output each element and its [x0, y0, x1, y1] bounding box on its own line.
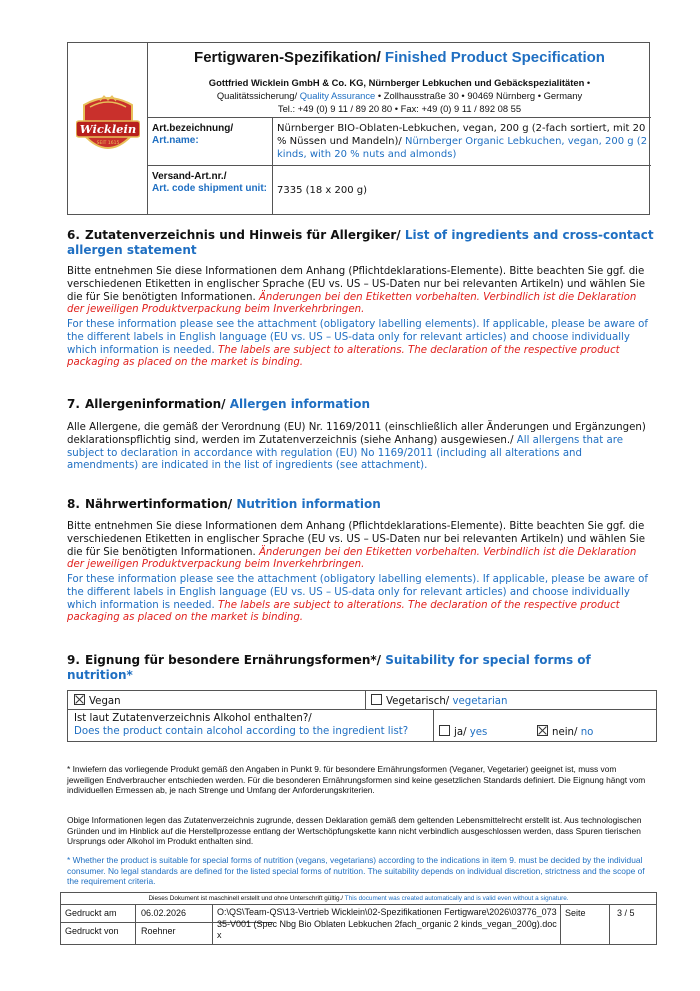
alcohol-yes-checkbox[interactable]: [439, 725, 450, 736]
wicklein-logo: [76, 91, 140, 167]
section-7-text: Alle Allergene, die gemäß der Verordnung (EU) Nr. 1169/2011 (einschließlich aller Änderungen und Ergänzungen) deklarationspflichtig sind, werden im Zutatenverzeichnis (siehe Anhang) ausgewiesen./ All allergens that are subject to declaration in accordance with regulation (EU) No 1169/2011 (including all alterations and amendments) are indicated in the list of ingredients (see attachment).: [67, 422, 646, 472]
section-6-text-en: For these information please see the attachment (obligatory labelling elements). If applicable, please be aware of the different labels in English language (EU vs. US – US-data only for relevant articles) and choose individually which information is needed. The labels are subject to alterations. The declaration of the respective product packaging as placed on the market is binding.: [67, 319, 649, 369]
svg-text:Wicklein: Wicklein: [79, 122, 137, 136]
footnote-de: * Inwiefern das vorliegende Produkt gemäß den Angaben in Punkt 9. für besondere Ernährungsformen (Veganer, Vegetarier) geeignet ist, muss vom jeweiligen Endverbraucher entschieden werden. Für die besonderen Ernährungsformen sind keine gesetzlichen Standards definiert. Die Eignung hängt vom individuellen Ermessen ab, je nach Strenge und Umfang der Anforderungskriterien.: [67, 764, 646, 795]
section-8-heading: 8. Nährwertinformation/ Nutrition information: [67, 497, 381, 511]
page-number: 3 / 5: [617, 908, 635, 918]
printed-by-label: Gedruckt von: [65, 926, 119, 936]
footnote-disclaimer: Obige Informationen legen das Zutatenverzeichnis zugrunde, dessen Deklaration gemäß dem geltenden Lebensmittelrecht erstellt ist. Aus technologischen Gründen und im Hinblick auf die Herstellprozesse entlang der Wertschöpfungskette kann nicht verbindlich ausgeschlossen werden, dass Spuren tierischen Ursprungs oder Alkohol im Produkt enthalten sind.: [67, 815, 642, 846]
section-6-heading: 6. Zutatenverzeichnis und Hinweis für Allergiker/ List of ingredients and cross-contact allergen statement: [67, 228, 654, 257]
alcohol-no-option[interactable]: nein/ no: [537, 725, 593, 738]
section-8-text-de: Bitte entnehmen Sie diese Informationen dem Anhang (Pflichtdeklarations-Elemente). Bitte beachten Sie ggf. die verschiedenen Etiketten in englischer Sprache (EU vs. US – US-Daten nur bei relevanten Artikeln) und wählen Sie die für Sie benötigten Informationen. Änderungen bei den Etiketten vorbehalten. Verbindlich ist die Deklaration der jeweiligen Produktverpackung beim Inverkehrbringen.: [67, 521, 645, 571]
section-9-heading: 9. Eignung für besondere Ernährungsformen*/ Suitability for special forms of nutrition*: [67, 653, 591, 682]
file-path: O:\QS\Team-QS\13-Vertrieb Wicklein\02-Spezifikationen Fertigware\2026\03776_07335-V001 (Spec Nbg Bio Oblaten Lebkuchen 2fach_organic 2 kinds_vegan_200g).docx: [217, 907, 557, 940]
printed-on-date: 06.02.2026: [141, 908, 187, 918]
auto-document-note: Dieses Dokument ist maschinell erstellt und ohne Unterschrift gültig./ This document was created automatically and is valid even without a signature.: [61, 893, 656, 905]
print-info-table: [60, 892, 657, 945]
printed-by-name: Roehner: [141, 926, 176, 936]
shipment-code-label: Versand-Art.nr./ Art. code shipment unit:: [152, 171, 267, 194]
vegetarian-checkbox[interactable]: [371, 694, 382, 705]
footnote-en: * Whether the product is suitable for special forms of nutrition (vegans, vegetarians) according to the indications in item 9. must be decided by the individual consumer. No legal standards are defined for the listed special forms of nutrition. The suitability depends on individual discretion, strictness and the scope of the requirement criteria.: [67, 855, 645, 886]
section-8-text-en: For these information please see the attachment (obligatory labelling elements). If applicable, please be aware of the different labels in English language (EU vs. US – US-data only for relevant articles) and choose individually which information is needed. The labels are subject to alterations. The declaration of the respective product packaging as placed on the market is binding.: [67, 574, 649, 624]
art-name-label: Art.bezeichnung/ Art.name:: [152, 123, 234, 146]
alcohol-no-checkbox[interactable]: [537, 725, 548, 736]
printed-on-label: Gedruckt am: [65, 908, 117, 918]
section-6-text-de: Bitte entnehmen Sie diese Informationen dem Anhang (Pflichtdeklarations-Elemente). Bitte beachten Sie ggf. die verschiedenen Etiketten in englischer Sprache (EU vs. US – US-Daten nur bei relevanten Artikeln) und wählen Sie die für Sie benötigten Informationen. Änderungen bei den Etiketten vorbehalten. Verbindlich ist die Deklaration der jeweiligen Produktverpackung beim Inverkehrbringen.: [67, 266, 645, 316]
document-title: Fertigwaren-Spezifikation/ Finished Product Specification: [194, 49, 605, 66]
vegan-checkbox[interactable]: [74, 694, 85, 705]
vegetarian-option[interactable]: Vegetarisch/ vegetarian: [371, 694, 507, 707]
art-name-value: Nürnberger BIO-Oblaten-Lebkuchen, vegan, 200 g (2-fach sortiert, mit 20 % Nüssen und Mandeln)/ Nürnberger Organic Lebkuchen, vegan, 200 g (2 kinds, with 20 % nuts and almonds): [277, 123, 648, 160]
svg-text:SEIT 1615: SEIT 1615: [96, 141, 120, 146]
vegan-option[interactable]: Vegan: [74, 694, 121, 707]
nutrition-suitability-table: [67, 690, 657, 742]
shipment-code-value: 7335 (18 x 200 g): [277, 185, 368, 196]
alcohol-question: Ist laut Zutatenverzeichnis Alkohol enthalten?/ Does the product contain alcohol according to the ingredient list?: [74, 713, 409, 737]
company-info: Gottfried Wicklein GmbH & Co. KG, Nürnberger Lebkuchen und Gebäckspezialitäten • Qualitätssicherung/ Quality Assurance • Zollhausstraße 30 • 90469 Nürnberg • Germany Tel.: +49 (0) 9 11 / 89 20 80 • Fax: +49 (0) 9 11 / 892 08 55: [208, 77, 591, 114]
page-label: Seite: [565, 908, 586, 918]
spec-header-table: [67, 42, 650, 215]
alcohol-yes-option[interactable]: ja/ yes: [439, 725, 487, 738]
section-7-heading: 7. Allergeninformation/ Allergen information: [67, 397, 370, 411]
